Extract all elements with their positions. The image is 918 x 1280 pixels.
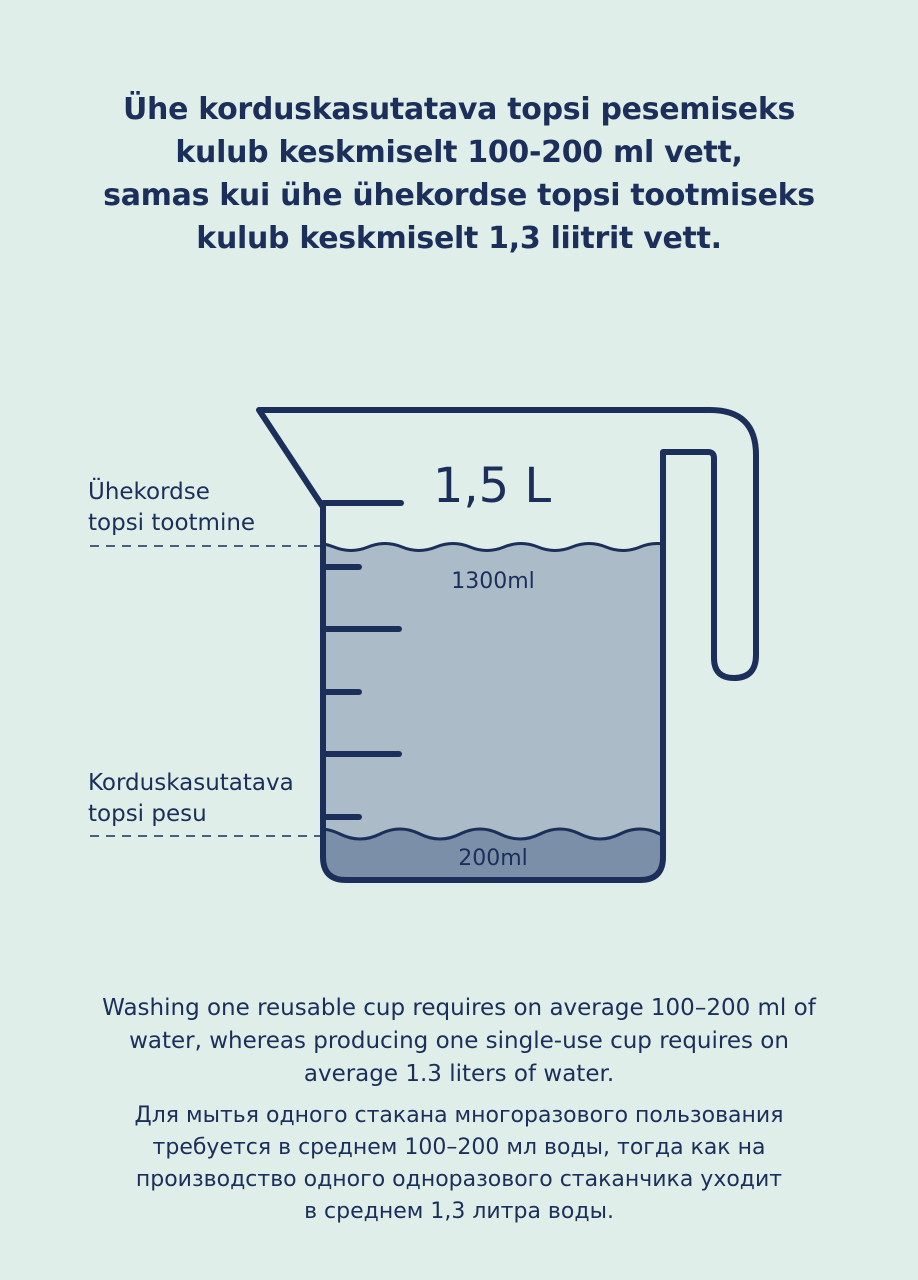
reusable-label-line: Korduskasutatava [88,770,294,796]
reusable-label [88,768,294,830]
single-use-label-line: Ühekordse [88,479,210,505]
russian-line: требуется в среднем 100–200 мл воды, тогда как на [152,1135,766,1160]
headline-line: kulub keskmiselt 100-200 ml vett, [175,135,743,170]
water-surface-high-line [300,544,674,551]
english-line: Washing one reusable cup requires on average 100–200 ml of [102,995,816,1021]
single-use-label [88,477,255,539]
high-level-label: 1300ml [451,569,535,594]
single-use-label-line: topsi tootmine [88,510,256,536]
russian-description [50,1100,868,1228]
low-level-label: 200ml [458,846,528,871]
russian-line: в среднем 1,3 литра воды. [304,1199,614,1224]
russian-line: Для мытья одного стакана многоразового пользования [134,1103,784,1128]
english-line: average 1.3 liters of water. [303,1061,615,1087]
english-line: water, whereas producing one single-use cup requires on [129,1028,789,1054]
reusable-label-line: topsi pesu [88,801,207,827]
headline-line: samas kui ühe ühekordse topsi tootmiseks [103,178,815,213]
headline-line: kulub keskmiselt 1,3 liitrit vett. [196,221,722,256]
capacity-label: 1,5 L [432,458,552,514]
russian-line: производство одного одноразового стаканчика уходит [135,1167,783,1192]
headline-line: Ühe korduskasutatava topsi pesemiseks [122,92,796,127]
english-description [50,992,868,1091]
